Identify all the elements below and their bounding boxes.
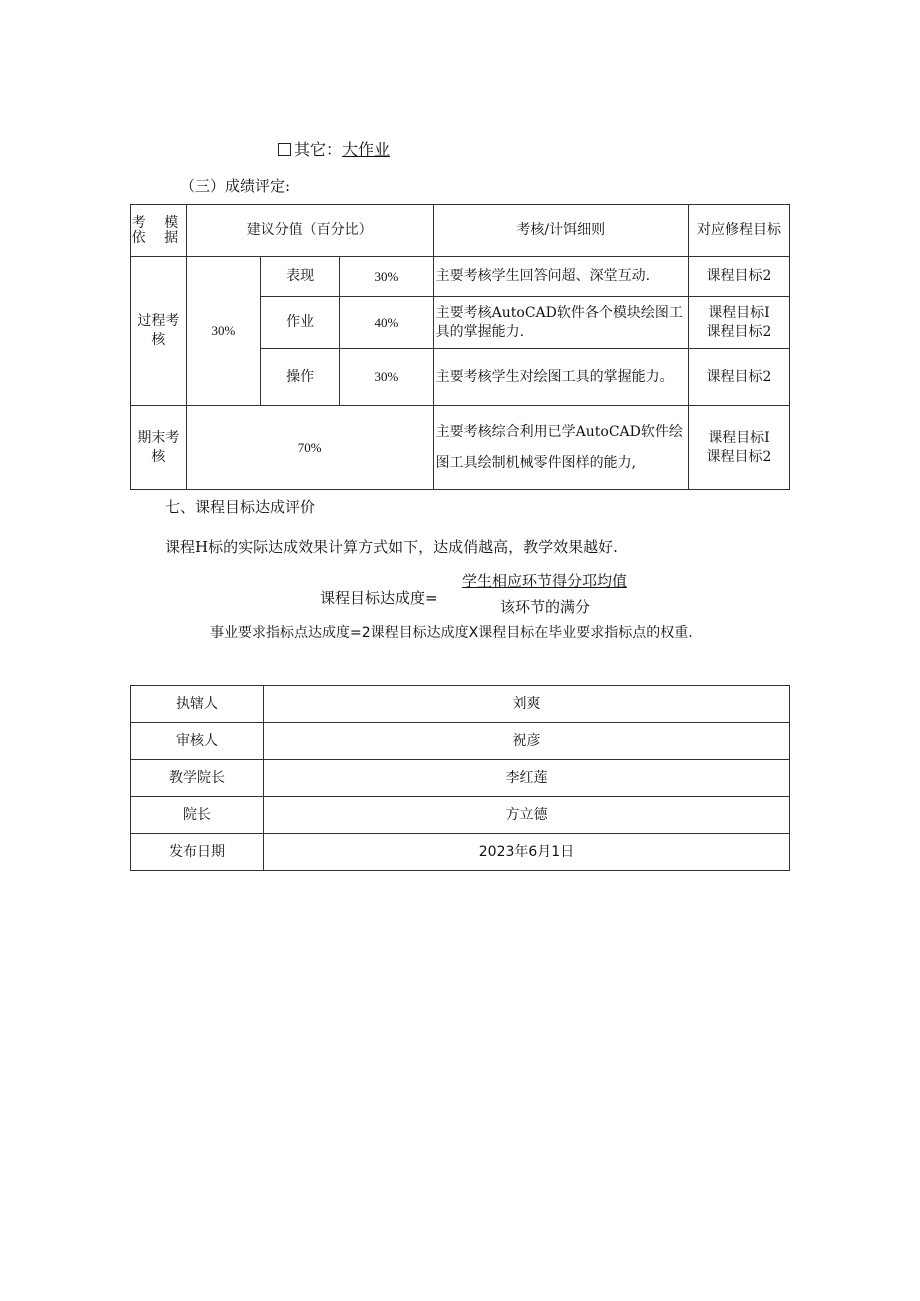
table-row [131, 797, 790, 834]
signoff-value: 李红莲 [264, 760, 790, 797]
process-item-detail: 主要考核学生对绘图工具的掌握能力。 [433, 349, 688, 406]
process-item-weight: 30% [340, 257, 434, 297]
table-row [131, 723, 790, 760]
process-label: 过程考核 [131, 257, 187, 406]
final-label: 期末考核 [131, 406, 187, 490]
final-target [688, 406, 789, 490]
process-item-target [688, 297, 789, 349]
checkbox-icon[interactable] [278, 143, 291, 156]
table-row [131, 686, 790, 723]
signoff-key: 教学院长 [131, 760, 264, 797]
signoff-key: 审核人 [131, 723, 264, 760]
other-label: 其它： [294, 140, 343, 159]
signoff-value: 2023年6月1日 [264, 834, 790, 871]
formula-2: 事业要求指标点达成度=2课程目标达成度X课程目标在毕业要求指标点的权重. [210, 625, 693, 641]
formula-denominator: 该环节的满分 [500, 598, 591, 616]
header-weight: 建议分值（百分比） [186, 205, 433, 257]
grading-table [130, 204, 790, 490]
process-item-weight: 40% [340, 297, 434, 349]
target-line: 课程目标I [708, 429, 770, 446]
process-item-weight: 30% [340, 349, 434, 406]
grading-heading: （三）成绩评定: [180, 177, 291, 195]
final-detail-line: 主要考核综合利用已学AutoCAD软件绘 [435, 423, 683, 440]
target-line: 课程目标2 [706, 323, 772, 340]
final-weight: 70% [186, 406, 433, 490]
final-detail-line: 图工具绘制机械零件图样的能力, [435, 454, 637, 471]
process-item-target: 课程目标2 [688, 349, 789, 406]
target-line: 课程目标2 [706, 448, 772, 465]
signoff-value: 方立德 [264, 797, 790, 834]
process-item-detail: 主要考核学生回答问超、深堂互动. [433, 257, 688, 297]
signoff-table [130, 685, 790, 871]
evaluation-paragraph: 课程H标的实际达成效果计算方式如下，达成俏越高，教学效果越好. [165, 538, 618, 556]
other-assessment-line [278, 137, 390, 160]
signoff-key: 执辖人 [131, 686, 264, 723]
signoff-key: 发布日期 [131, 834, 264, 871]
final-detail [433, 406, 688, 490]
process-weight: 30% [186, 257, 260, 406]
process-item-name: 操作 [261, 349, 340, 406]
table-row [131, 834, 790, 871]
process-item-detail: 主要考核AutoCAD软件各个模块绘图工具的掌握能力. [433, 297, 688, 349]
target-line: 课程目标I [708, 304, 770, 321]
formula-label: 课程目标达成度= [320, 589, 438, 607]
header-detail: 考核/计饵细则 [433, 205, 688, 257]
table-row [131, 760, 790, 797]
other-value: 大作业 [342, 140, 391, 159]
header-basis: 考 模 依 据 [131, 205, 187, 257]
header-target: 对应修程目标 [688, 205, 789, 257]
table-row [131, 406, 790, 490]
process-item-name: 表现 [261, 257, 340, 297]
formula-numerator: 学生相应环节得分邛均值 [462, 572, 628, 590]
process-item-target: 课程目标2 [688, 257, 789, 297]
signoff-value: 刘爽 [264, 686, 790, 723]
section-title: 七、课程目标达成评价 [165, 498, 316, 516]
signoff-key: 院长 [131, 797, 264, 834]
table-header-row [131, 205, 790, 257]
signoff-value: 祝彦 [264, 723, 790, 760]
process-item-name: 作业 [261, 297, 340, 349]
table-row [131, 257, 790, 297]
